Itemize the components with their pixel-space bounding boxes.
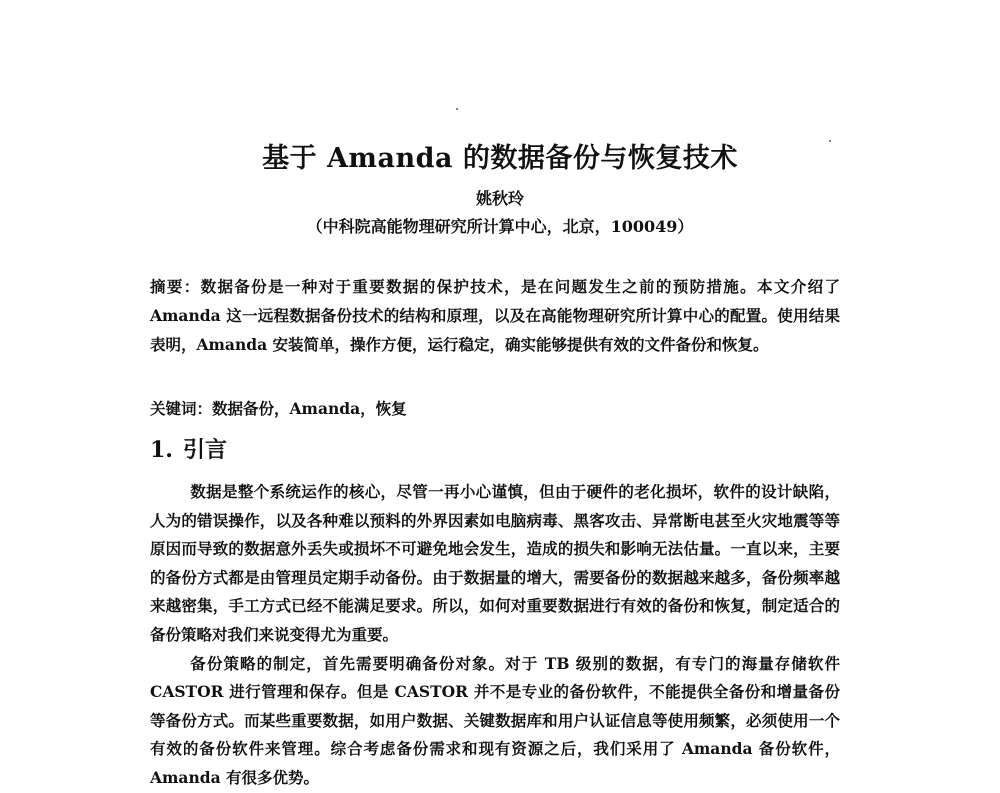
scan-speck	[456, 108, 458, 110]
section-heading	[150, 433, 227, 464]
paper-title: 基于 Amanda 的数据备份与恢复技术	[262, 143, 738, 174]
paragraph: 数据是整个系统运作的核心，尽管一再小心谨慎，但由于硬件的老化损坏，软件的设计缺陷，人为的错误操作，以及各种难以预料的外界因素如电脑病毒、黑客攻击、异常断电甚至火灾地震等等原因而导致的数据意外丢失或损坏不可避免地会发生，造成的损失和影响无法估量。一直以来，主要的备份方式都是由管理员定期手动备份。由于数据量的增大，需要备份的数据越来越多，备份频率越来越密集，手工方式已经不能满足要求。所以，如何对重要数据进行有效的备份和恢复，制定适合的备份策略对我们来说变得尤为重要。	[150, 482, 840, 644]
paragraph: 备份策略的制定，首先需要明确备份对象。对于 TB 级别的数据，有专门的海量存储软件 CASTOR 进行管理和保存。但是 CASTOR 并不是专业的备份软件，不能提供全备份和增量备份等备份方式。而某些重要数据，如用户数据、关键数据库和用户认证信息等使用频繁，必须使用一个有效的备份软件来管理。综合考虑备份需求和现有资源之后，我们采用了 Amanda 备份软件，Amanda 有很多优势。	[150, 653, 840, 787]
section-body	[150, 478, 840, 793]
abstract-label: 摘要：	[150, 277, 201, 296]
keywords-label: 关键词：	[150, 399, 213, 418]
section-title: 引言	[182, 437, 227, 463]
section-number: 1.	[150, 437, 173, 463]
keywords-text: 数据备份，Amanda，恢复	[212, 399, 407, 418]
paper-affiliation: （中科院高能物理研究所计算中心，北京，100049）	[306, 217, 694, 236]
abstract	[150, 272, 840, 359]
abstract-text: 数据备份是一种对于重要数据的保护技术，是在问题发生之前的预防措施。本文介绍了 Amanda 这一远程数据备份技术的结构和原理，以及在高能物理研究所计算中心的配置。使用结果表明，Amanda 安装简单，操作方便，运行稳定，确实能够提供有效的文件备份和恢复。	[150, 277, 840, 354]
keywords	[150, 397, 407, 419]
paper-author: 姚秋玲	[475, 189, 524, 208]
